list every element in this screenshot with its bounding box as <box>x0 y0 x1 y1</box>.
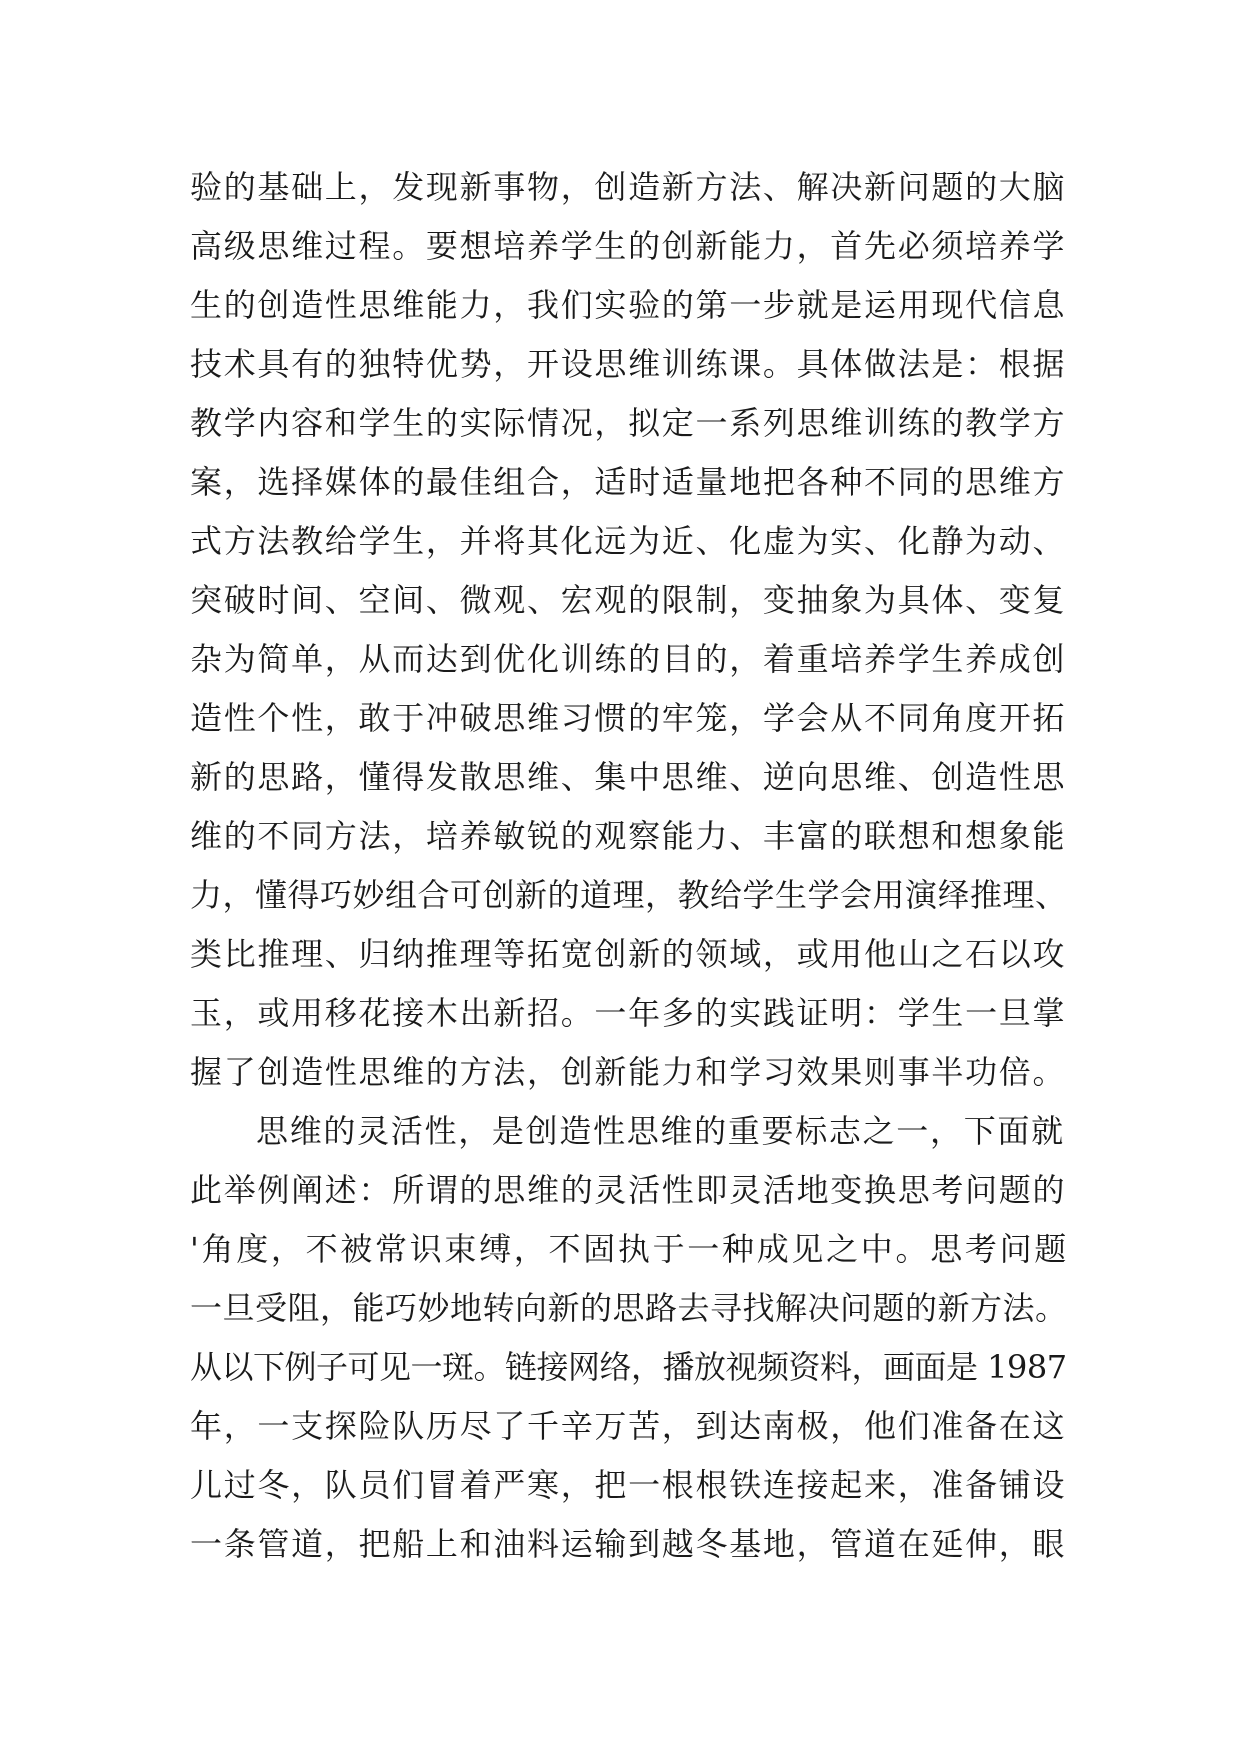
text-line: 力，懂得巧妙组合可创新的道理，教给学生学会用演绎推理、 <box>190 876 1068 914</box>
text-line: 高级思维过程。要想培养学生的创新能力，首先必须培养学 <box>190 227 1067 265</box>
text-line: 杂为简单，从而达到优化训练的目的，着重培养学生养成创 <box>190 640 1067 678</box>
text-line: 一条管道，把船上和油料运输到越冬基地，管道在延伸，眼 <box>190 1525 1067 1563</box>
text-line: 新的思路，懂得发散思维、集中思维、逆向思维、创造性思 <box>190 758 1067 796</box>
text-line: 突破时间、空间、微观、宏观的限制，变抽象为具体、变复 <box>190 581 1067 619</box>
text-line: 从以下例子可见一斑。链接网络，播放视频资料，画面是 1987 <box>190 1348 1067 1386</box>
text-line: 案，选择媒体的最佳组合，适时适量地把各种不同的思维方 <box>190 463 1067 501</box>
text-line: 握了创造性思维的方法，创新能力和学习效果则事半功倍。 <box>190 1053 1067 1091</box>
text-line: 儿过冬，队员们冒着严寒，把一根根铁连接起来，准备铺设 <box>190 1466 1067 1504</box>
body-text <box>190 158 1070 1574</box>
text-line: 造性个性，敢于冲破思维习惯的牢笼，学会从不同角度开拓 <box>190 699 1067 737</box>
text-line: 生的创造性思维能力，我们实验的第一步就是运用现代信息 <box>190 286 1067 324</box>
text-line: 一旦受阻，能巧妙地转向新的思路去寻找解决问题的新方法。 <box>190 1289 1068 1327</box>
text-line: 教学内容和学生的实际情况，拟定一系列思维训练的教学方 <box>190 404 1067 442</box>
text-line: 验的基础上，发现新事物，创造新方法、解决新问题的大脑 <box>190 168 1067 206</box>
text-line: 维的不同方法，培养敏锐的观察能力、丰富的联想和想象能 <box>190 817 1067 855</box>
text-line: 年，一支探险队历尽了千辛万苦，到达南极，他们准备在这 <box>190 1407 1067 1445</box>
text-line: 类比推理、归纳推理等拓宽创新的领域，或用他山之石以攻 <box>190 935 1067 973</box>
text-line: 此举例阐述：所谓的思维的灵活性即灵活地变换思考问题的 <box>190 1171 1067 1209</box>
text-line: 技术具有的独特优势，开设思维训练课。具体做法是：根据 <box>190 345 1067 383</box>
text-line: 式方法教给学生，并将其化远为近、化虚为实、化静为动、 <box>190 522 1067 560</box>
text-line: '角度，不被常识束缚，不固执于一种成见之中。思考问题 <box>190 1230 1069 1268</box>
text-line: 玉，或用移花接木出新招。一年多的实践证明：学生一旦掌 <box>190 994 1067 1032</box>
paragraph-first-line: 思维的灵活性，是创造性思维的重要标志之一，下面就 <box>256 1112 1065 1150</box>
